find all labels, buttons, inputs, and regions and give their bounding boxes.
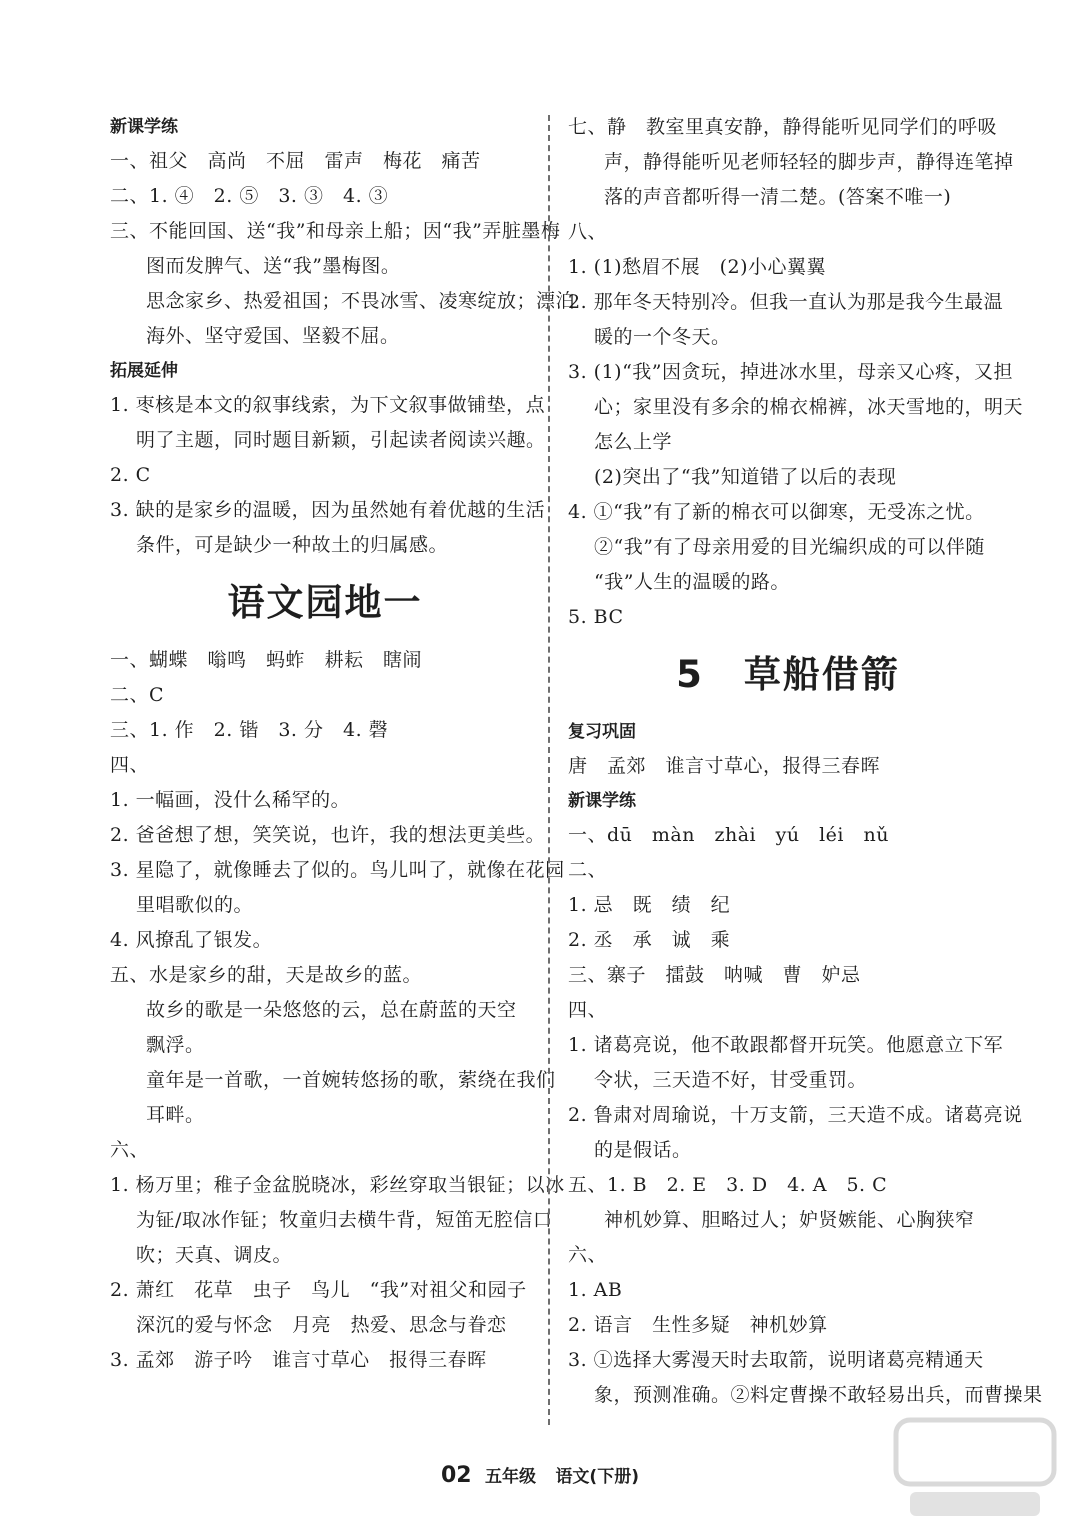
answer-line: 故乡的歌是一朵悠悠的云，总在蔚蓝的天空: [146, 999, 517, 1021]
section-title-caochuan-jiejian: [568, 635, 1008, 715]
answer-line: 1. 忌 既 绩 纪: [568, 894, 731, 916]
answer-line: 七、静 教室里真安静，静得能听见同学们的呼吸: [568, 116, 998, 138]
answer-line: 5. BC: [568, 606, 624, 628]
answer-line: ②“我”有了母亲用爱的目光编织成的可以伴随: [594, 536, 985, 558]
answer-line: 令状，三天造不好，甘受重罚。: [594, 1069, 868, 1091]
answer-line: 一、dū màn zhài yú léi nǔ: [568, 824, 889, 846]
answer-line: 里唱歌似的。: [136, 894, 254, 916]
section-heading-tuozhan: 拓展延伸: [110, 361, 178, 381]
answer-line: 二、: [568, 859, 608, 881]
answer-line: 三、寨子 擂鼓 呐喊 曹 妒忌: [568, 964, 861, 986]
answer-line: 2. 丞 承 诚 乘: [568, 929, 731, 951]
answer-line: 3. 缺的是家乡的温暖，因为虽然她有着优越的生活: [110, 499, 546, 521]
answer-line: 1. 枣核是本文的叙事线索，为下文叙事做铺垫，点: [110, 394, 546, 416]
answer-line: (2)突出了“我”知道错了以后的表现: [594, 466, 897, 488]
answer-line: 落的声音都听得一清二楚。(答案不唯一): [604, 186, 952, 208]
answer-line: 八、: [568, 221, 608, 243]
answer-line: 2. C: [110, 464, 151, 486]
answer-line: 1. AB: [568, 1279, 623, 1301]
answer-line: 3. 星隐了，就像睡去了似的。鸟儿叫了，就像在花园: [110, 859, 565, 881]
answer-line: 深沉的爱与怀念 月亮 热爱、思念与眷恋: [136, 1314, 507, 1336]
answer-line: 吹；天真、调皮。: [136, 1244, 293, 1266]
answer-line: 2. 鲁肃对周瑜说，十万支箭，三天造不成。诸葛亮说: [568, 1104, 1023, 1126]
answer-line: 4. ①“我”有了新的棉衣可以御寒，无受冻之忧。: [568, 501, 985, 523]
answer-line: 3. ①选择大雾漫天时去取箭，说明诸葛亮精通天: [568, 1349, 984, 1371]
answer-line: 4. 风撩乱了银发。: [110, 929, 273, 951]
answer-line: 思念家乡、热爱祖国；不畏冰雪、凌寒绽放；漂泊: [146, 290, 576, 312]
answer-line: 2. 语言 生性多疑 神机妙算: [568, 1314, 828, 1336]
answer-line: 明了主题，同时题目新颖，引起读者阅读兴趣。: [136, 429, 546, 451]
answer-line: 1. (1)愁眉不展 (2)小心翼翼: [568, 256, 826, 278]
answer-line: 2. 那年冬天特别冷。但我一直认为那是我今生最温: [568, 291, 1004, 313]
section-title-yuwen-yuandi: 语文园地一: [227, 581, 423, 624]
answer-line: 为钲/取冰作钲；牧童归去横牛背，短笛无腔信口: [136, 1209, 553, 1231]
answer-line: 唐 孟郊 谁言寸草心，报得三春晖: [568, 755, 881, 777]
footer-grade: 五年级: [485, 1467, 537, 1487]
column-divider: [548, 115, 550, 1425]
answer-line: 图而发脾气、送“我”墨梅图。: [146, 255, 401, 277]
answer-line: 1. 诸葛亮说，他不敢跟都督开玩笑。他愿意立下军: [568, 1034, 1004, 1056]
answer-line: 的是假话。: [594, 1139, 692, 1161]
answer-line: 条件，可是缺少一种故土的归属感。: [136, 534, 449, 556]
answer-line: 二、C: [110, 684, 165, 706]
footer-subject: 语文(下册): [555, 1467, 639, 1487]
watermark-logo: [890, 1414, 1060, 1524]
answer-line: 六、: [568, 1244, 608, 1266]
answer-line: 童年是一首歌，一首婉转悠扬的歌，萦绕在我们: [146, 1069, 556, 1091]
answer-line: 心；家里没有多余的棉衣棉裤，冰天雪地的，明天: [594, 396, 1024, 418]
answer-line: 二、1. ④ 2. ⑤ 3. ③ 4. ③: [110, 185, 389, 207]
answer-line: 3. 孟郊 游子吟 谁言寸草心 报得三春晖: [110, 1349, 487, 1371]
answer-line: 三、1. 作 2. 锴 3. 分 4. 磬: [110, 719, 389, 741]
answer-line: 一、祖父 高尚 不屈 雷声 梅花 痛苦: [110, 150, 481, 172]
answer-line: 1. 杨万里；稚子金盆脱晓冰，彩丝穿取当银钲；以冰: [110, 1174, 565, 1196]
answer-line: 2. 萧红 花草 虫子 鸟儿 “我”对祖父和园子: [110, 1279, 527, 1301]
answer-line: 飘浮。: [146, 1034, 205, 1056]
section-heading-fuxi: 复习巩固: [568, 722, 636, 742]
section-title-text: 草船借箭: [743, 653, 900, 696]
answer-line: 声，静得能听见老师轻轻的脚步声，静得连笔掉: [604, 151, 1014, 173]
answer-line: 怎么上学: [594, 431, 673, 453]
answer-line: 五、水是家乡的甜，天是故乡的蓝。: [110, 964, 423, 986]
answer-line: 三、不能回国、送“我”和母亲上船；因“我”弄脏墨梅: [110, 220, 561, 242]
answer-line: “我”人生的温暖的路。: [594, 571, 790, 593]
answer-line: 1. 一幅画，没什么稀罕的。: [110, 789, 351, 811]
answer-line: 神机妙算、胆略过人；妒贤嫉能、心胸狭窄: [604, 1209, 975, 1231]
answer-line: 四、: [568, 999, 608, 1021]
right-column: [568, 110, 1043, 1413]
answer-line: 六、: [110, 1139, 150, 1161]
answer-line: 海外、坚守爱国、坚毅不屈。: [146, 325, 400, 347]
answer-line: 四、: [110, 754, 150, 776]
page-number: 02: [441, 1463, 472, 1488]
answer-line: 暖的一个冬天。: [594, 326, 731, 348]
section-number: 5: [676, 653, 704, 696]
section-heading-xinke: 新课学练: [568, 791, 636, 811]
answer-line: 五、1. B 2. E 3. D 4. A 5. C: [568, 1174, 888, 1196]
answer-line: 3. (1)“我”因贪玩，掉进冰水里，母亲又心疼，又担: [568, 361, 1014, 383]
answer-line: 2. 爸爸想了想，笑笑说，也许，我的想法更美些。: [110, 824, 546, 846]
answer-line: 一、蝴蝶 嗡鸣 蚂蚱 耕耘 瞎闹: [110, 649, 423, 671]
answer-line: 象，预测准确。②料定曹操不敢轻易出兵，而曹操果: [594, 1384, 1043, 1406]
answer-line: 耳畔。: [146, 1104, 205, 1126]
left-column: [110, 110, 576, 1378]
section-heading-xinke: 新课学练: [110, 117, 178, 137]
